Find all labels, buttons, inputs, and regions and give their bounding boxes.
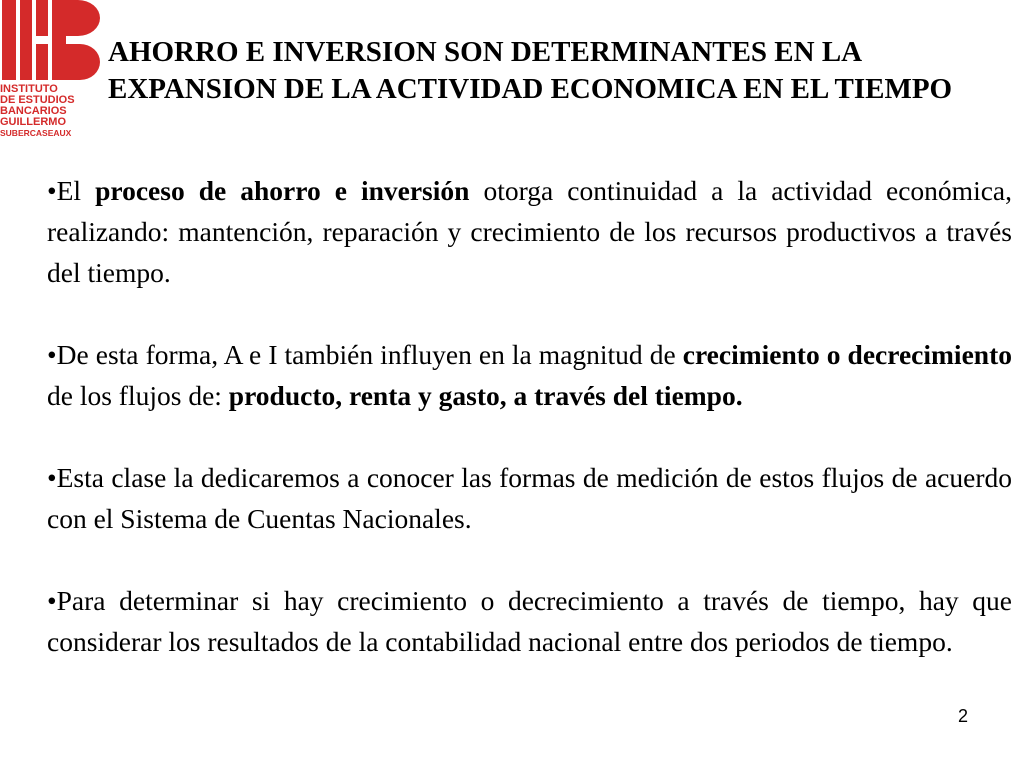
text-run: •El bbox=[47, 175, 96, 206]
bold-text-run: producto, renta y gasto, a través del tiempo. bbox=[228, 380, 743, 411]
logo-line-1: INSTITUTO bbox=[0, 83, 58, 95]
institute-logo bbox=[0, 0, 100, 150]
bullet-paragraph-3 bbox=[47, 457, 1012, 539]
text-run: de los flujos de: bbox=[47, 380, 229, 411]
logo-line-2: DE ESTUDIOS bbox=[0, 94, 75, 106]
slide-title: AHORRO E INVERSION SON DETERMINANTES EN LA EXPANSION DE LA ACTIVIDAD ECONOMICA EN EL TIEMPO bbox=[108, 36, 953, 105]
bullet-paragraph-2 bbox=[47, 334, 1012, 416]
text-run: •Esta clase la dedicaremos a conocer las formas de medición de estos flujos de acuerdo con el Sistema de Cuentas Nacionales. bbox=[47, 462, 1012, 534]
bullet-paragraph-1 bbox=[47, 170, 1012, 293]
text-run: otorga continuidad a la actividad económica, realizando: mantención, reparación y crecimiento de los recursos productivos a través del tiempo. bbox=[47, 175, 1012, 288]
text-run: •De esta forma, A e I también influyen en la magnitud de bbox=[47, 339, 683, 370]
logo-line-3: BANCARIOS bbox=[0, 105, 67, 117]
bold-text-run: crecimiento o decrecimiento bbox=[682, 339, 1012, 370]
text-run: •Para determinar si hay crecimiento o decrecimiento a través de tiempo, hay que considerar los resultados de la contabilidad nacional entre dos periodos de tiempo. bbox=[47, 585, 1012, 657]
bold-text-run: proceso de ahorro e inversión bbox=[95, 175, 470, 206]
logo-emblem-icon bbox=[0, 0, 100, 84]
bullet-paragraph-4 bbox=[47, 580, 1012, 662]
logo-wordmark bbox=[0, 84, 100, 139]
page-number: 2 bbox=[957, 706, 968, 726]
logo-line-4: GUILLERMO bbox=[0, 116, 66, 128]
logo-line-5: SUBERCASEAUX bbox=[0, 128, 72, 138]
slide-body bbox=[47, 170, 1012, 662]
